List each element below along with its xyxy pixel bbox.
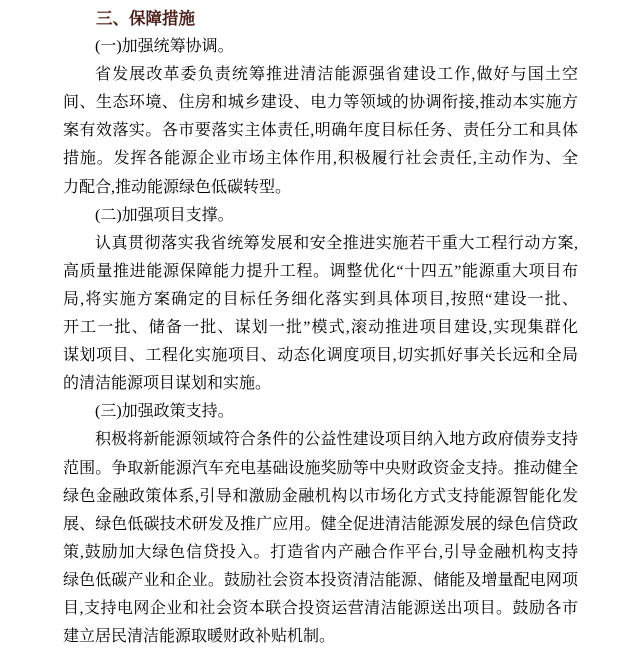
text-line: 绿色金融政策体系,引导和激励金融机构以市场化方式支持能源智能化发 <box>63 487 578 505</box>
text-line: 力配合,推动能源绿色低碳转型。 <box>63 178 292 196</box>
text-line: 范围。争取新能源汽车充电基础设施奖励等中央财政资金支持。推动健全 <box>63 459 578 477</box>
document-body <box>63 5 578 651</box>
text-line: 积极将新能源领域符合条件的公益性建设项目纳入地方政府债券支持 <box>95 431 578 449</box>
subsection-heading: (二)加强项目支撑。 <box>95 206 234 224</box>
section-heading: 三、保障措施 <box>96 9 195 28</box>
text-line: 高质量推进能源保障能力提升工程。调整优化“十四五”能源重大项目布 <box>63 262 578 280</box>
text-line: 的清洁能源项目谋划和实施。 <box>63 375 272 393</box>
text-line: 开工一批、储备一批、谋划一批”模式,滚动推进项目建设,实现集群化 <box>63 319 578 337</box>
text-line: 策,鼓励加大绿色信贷投入。打造省内产融合作平台,引导金融机构支持 <box>63 543 578 561</box>
subsection-heading: (三)加强政策支持。 <box>95 403 234 421</box>
text-line: 谋划项目、工程化实施项目、动态化调度项目,切实抓好事关长远和全局 <box>63 347 578 365</box>
text-line: 局,将实施方案确定的目标任务细化落实到具体项目,按照“建设一批、 <box>63 290 578 308</box>
text-line: 案有效落实。各市要落实主体责任,明确年度目标任务、责任分工和具体 <box>63 122 578 140</box>
text-line: 间、生态环境、住房和城乡建设、电力等领域的协调衔接,推动本实施方 <box>63 94 578 112</box>
text-line: 目,支持电网企业和社会资本联合投资运营清洁能源送出项目。鼓励各市 <box>63 599 578 617</box>
text-line: 建立居民清洁能源取暖财政补贴机制。 <box>63 628 336 646</box>
text-line: 省发展改革委负责统筹推进清洁能源强省建设工作,做好与国土空 <box>95 66 578 84</box>
text-line: 绿色低碳产业和企业。鼓励社会资本投资清洁能源、储能及增量配电网项 <box>63 571 578 589</box>
subsection-heading: (一)加强统筹协调。 <box>95 38 234 56</box>
text-line: 措施。发挥各能源企业市场主体作用,积极履行社会责任,主动作为、全 <box>63 150 578 168</box>
text-line: 展、绿色低碳技术研发及推广应用。健全促进清洁能源发展的绿色信贷政 <box>63 515 578 533</box>
text-line: 认真贯彻落实我省统筹发展和安全推进实施若干重大工程行动方案, <box>95 234 578 252</box>
